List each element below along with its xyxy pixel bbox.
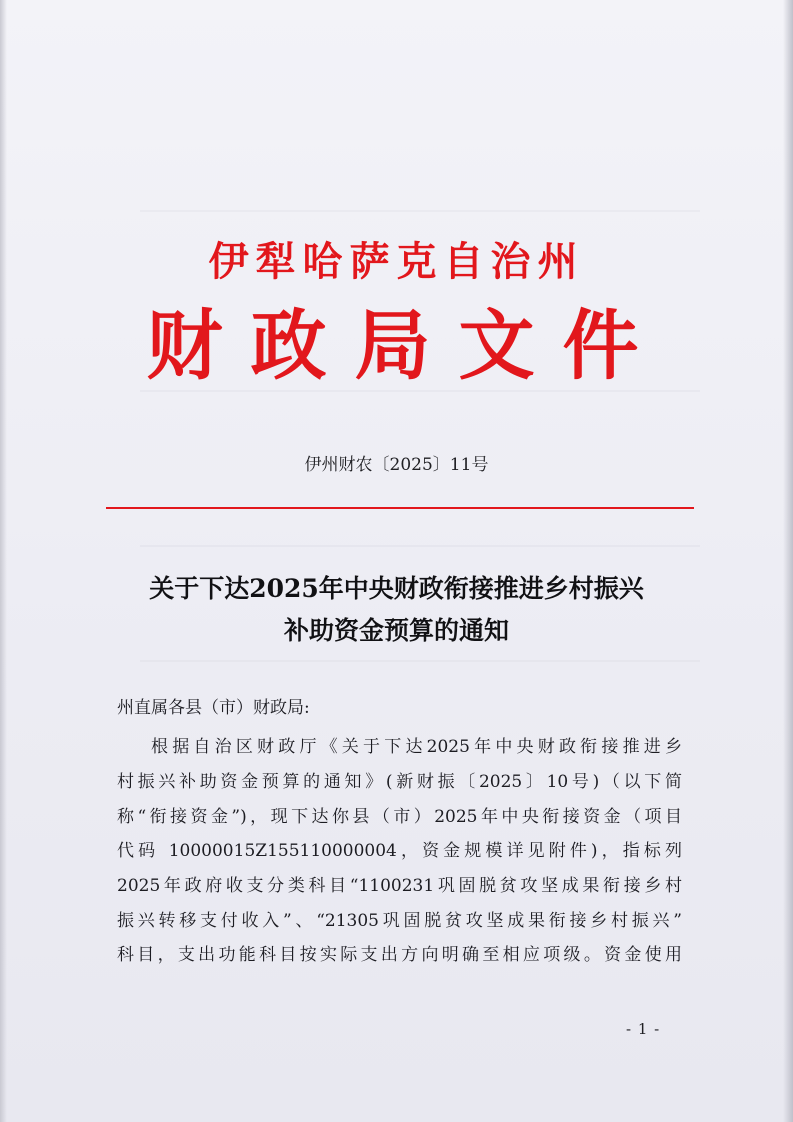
page-number: - 1 -: [626, 1020, 661, 1038]
body-paragraph-line: 2025年政府收支分类科目“1100231巩固脱贫攻坚成果衔接乡村: [117, 876, 682, 896]
issuer-name: 伊犁哈萨克自治州: [208, 238, 585, 285]
document-title-line-1: 关于下达2025年中央财政衔接推进乡村振兴: [149, 574, 644, 603]
body-paragraph-line: 村振兴补助资金预算的通知》(新财振〔2025〕10号)（以下简: [117, 772, 682, 792]
issuer-document-heading: 财政局文件: [146, 301, 667, 390]
recipient-line: 州直属各县（市）财政局:: [117, 698, 310, 718]
body-paragraph-line: 振兴转移支付收入”、“21305巩固脱贫攻坚成果衔接乡村振兴”: [117, 911, 682, 931]
bleed-through-artifact: [140, 210, 700, 212]
page-right-edge-shadow: [783, 0, 793, 1122]
red-separator-line: [106, 507, 694, 509]
page-left-edge-shadow: [0, 0, 7, 1122]
body-paragraph-line: 称“衔接资金”)，现下达你县（市）2025年中央衔接资金（项目: [117, 807, 682, 827]
document-number: 伊州财农〔2025〕11号: [304, 455, 489, 475]
bleed-through-artifact: [140, 545, 700, 547]
body-paragraph-line: 科目，支出功能科目按实际支出方向明确至相应项级。资金使用: [117, 945, 682, 965]
body-paragraph-line: 代码 10000015Z155110000004，资金规模详见附件)，指标列: [117, 841, 682, 861]
bleed-through-artifact: [140, 660, 700, 662]
body-paragraph-line: 根据自治区财政厅《关于下达2025年中央财政衔接推进乡: [151, 737, 682, 757]
document-title-line-2: 补助资金预算的通知: [283, 616, 509, 645]
